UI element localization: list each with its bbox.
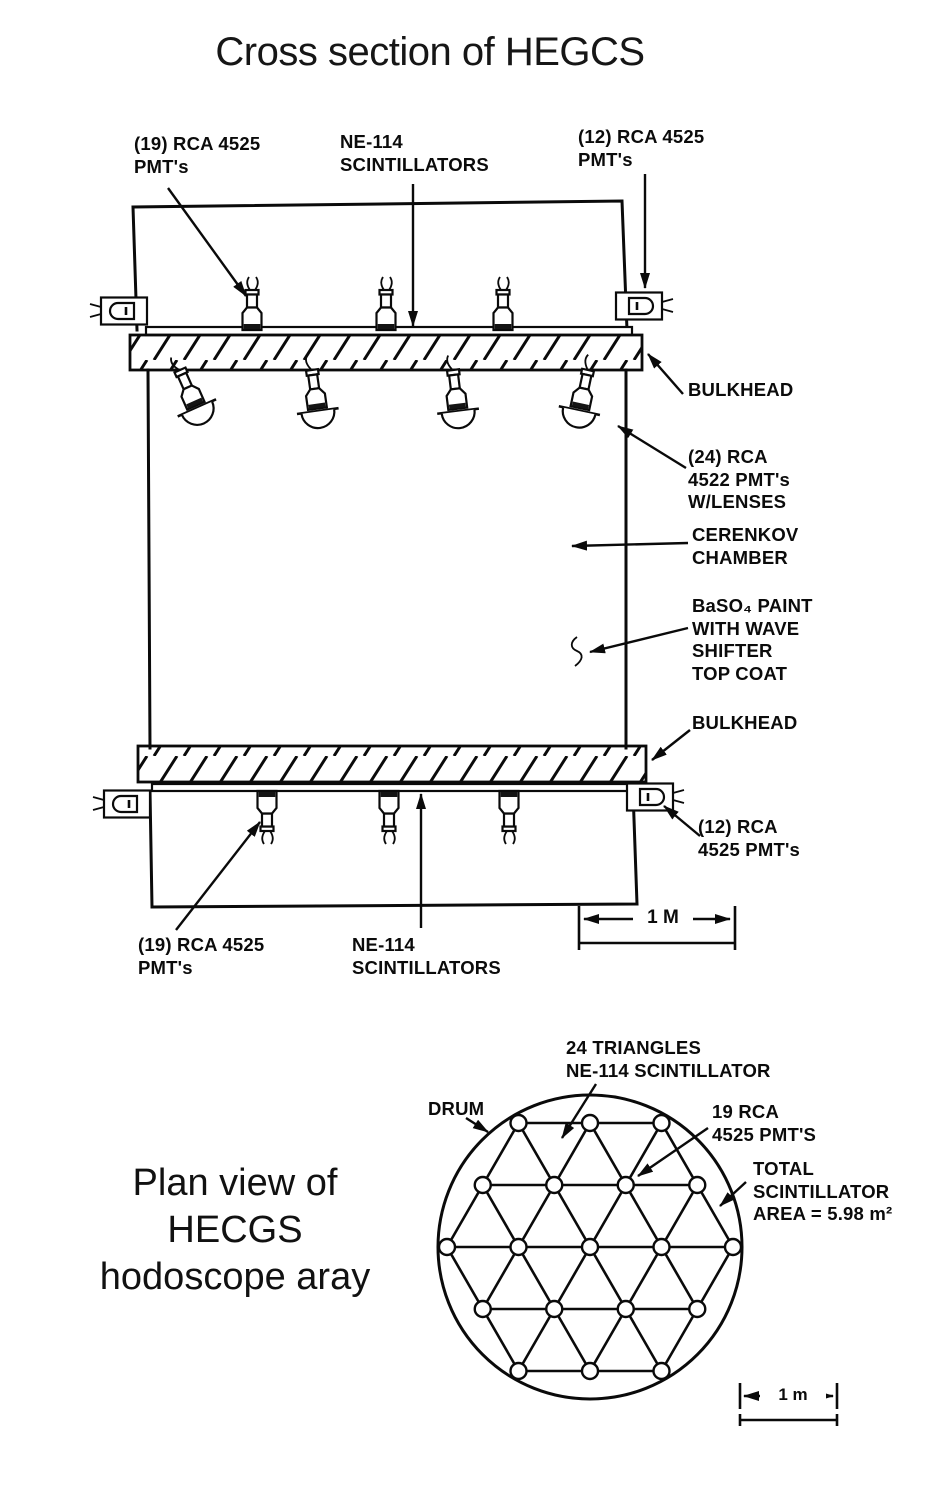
cross-section-drawing	[90, 174, 735, 950]
label-line: PMT's	[134, 155, 189, 177]
label-bulkhead-top: BULKHEAD	[688, 379, 794, 400]
label-line: WITH WAVE	[692, 617, 800, 639]
arrow-baso4	[590, 628, 688, 652]
top-bulkhead-hatch	[130, 335, 642, 370]
arrow-pmt19-top	[168, 188, 246, 296]
label-line: 4525 PMT's	[698, 838, 801, 860]
label-line: 19 RCA	[712, 1101, 779, 1122]
label-line: SHIFTER	[692, 640, 773, 662]
label-pmt12-bottom	[698, 816, 800, 861]
top-right-edge-pmt	[616, 293, 673, 320]
bottom-scintillator-pmt-2	[380, 791, 399, 844]
caption-line: hodoscope aray	[99, 1256, 371, 1298]
label-line: PMT's	[138, 956, 193, 978]
label-line: NE-114	[352, 934, 415, 955]
bottom-bulkhead-hatch	[138, 746, 646, 782]
scale-label-1m-plan: 1 m	[760, 1385, 826, 1405]
caption-line: HECGS	[167, 1209, 303, 1251]
label-line: PMT's	[578, 148, 633, 170]
arrow-total-area	[720, 1182, 746, 1206]
label-line: SCINTILLATORS	[340, 153, 489, 175]
arrow-pmt12-bottom	[664, 806, 700, 836]
scale-label-1m-cross: 1 M	[633, 907, 693, 929]
arrow-bulkhead-top	[648, 354, 683, 394]
label-line: SCINTILLATOR	[753, 1180, 890, 1202]
arrow-pmt19-plan	[638, 1128, 708, 1176]
arrow-bulkhead-bottom	[652, 730, 690, 760]
label-total-area	[753, 1158, 892, 1226]
figure-title: Cross section of HEGCS	[215, 30, 645, 74]
label-line: (19) RCA 4525	[134, 133, 261, 154]
top-left-edge-pmt	[90, 298, 147, 325]
bottom-left-edge-pmt	[93, 791, 150, 818]
label-drum: DRUM	[428, 1098, 485, 1119]
label-line: NE-114 SCINTILLATOR	[566, 1059, 771, 1081]
top-scintillator-pmt-2	[377, 277, 396, 330]
top-scintillator-pmt-3	[494, 277, 513, 330]
label-line: CHAMBER	[692, 546, 788, 568]
label-pmt24-lens	[688, 446, 790, 514]
label-line: BaSO₄ PAINT	[692, 595, 813, 616]
label-line: TOTAL	[753, 1158, 814, 1179]
bottom-scintillator-pmt-1	[258, 791, 277, 844]
label-line: TOP COAT	[692, 662, 788, 684]
arrow-pmt19-bottom	[176, 822, 260, 930]
label-line: 24 TRIANGLES	[566, 1037, 702, 1058]
bottom-scintillator-pmt-3	[500, 791, 519, 844]
label-line: SCINTILLATORS	[352, 956, 501, 978]
label-line: (12) RCA 4525	[578, 126, 705, 147]
label-line: 4525 PMT'S	[712, 1123, 817, 1145]
label-pmt12-top	[578, 126, 704, 171]
label-line: W/LENSES	[688, 491, 787, 513]
arrow-pmt24-lens	[618, 426, 686, 468]
label-ne114-bottom	[352, 934, 501, 979]
pmt-lattice	[439, 1115, 741, 1379]
label-cerenkov	[692, 524, 798, 569]
plan-view-caption	[40, 1160, 430, 1301]
label-line: 4522 PMT's	[688, 468, 791, 490]
label-bulkhead-bottom: BULKHEAD	[692, 712, 798, 733]
label-line: AREA = 5.98 m²	[753, 1203, 893, 1225]
arrow-cerenkov	[572, 543, 688, 546]
label-line: NE-114	[340, 131, 403, 152]
label-pmt19-plan	[712, 1101, 816, 1146]
label-line: (24) RCA	[688, 446, 768, 467]
top-scintillator-pmt-1	[243, 277, 262, 330]
paint-squiggle	[572, 637, 582, 666]
label-triangles	[566, 1037, 771, 1082]
label-line: (12) RCA	[698, 816, 778, 837]
label-baso4	[692, 595, 813, 685]
label-pmt19-top	[134, 133, 260, 178]
label-line: CERENKOV	[692, 524, 799, 545]
chamber-wall-left	[148, 370, 150, 748]
caption-line: Plan view of	[132, 1162, 338, 1204]
label-pmt19-bottom	[138, 934, 264, 979]
label-ne114-top	[340, 131, 489, 176]
label-line: (19) RCA 4525	[138, 934, 265, 955]
bottom-right-edge-pmt	[627, 784, 684, 811]
